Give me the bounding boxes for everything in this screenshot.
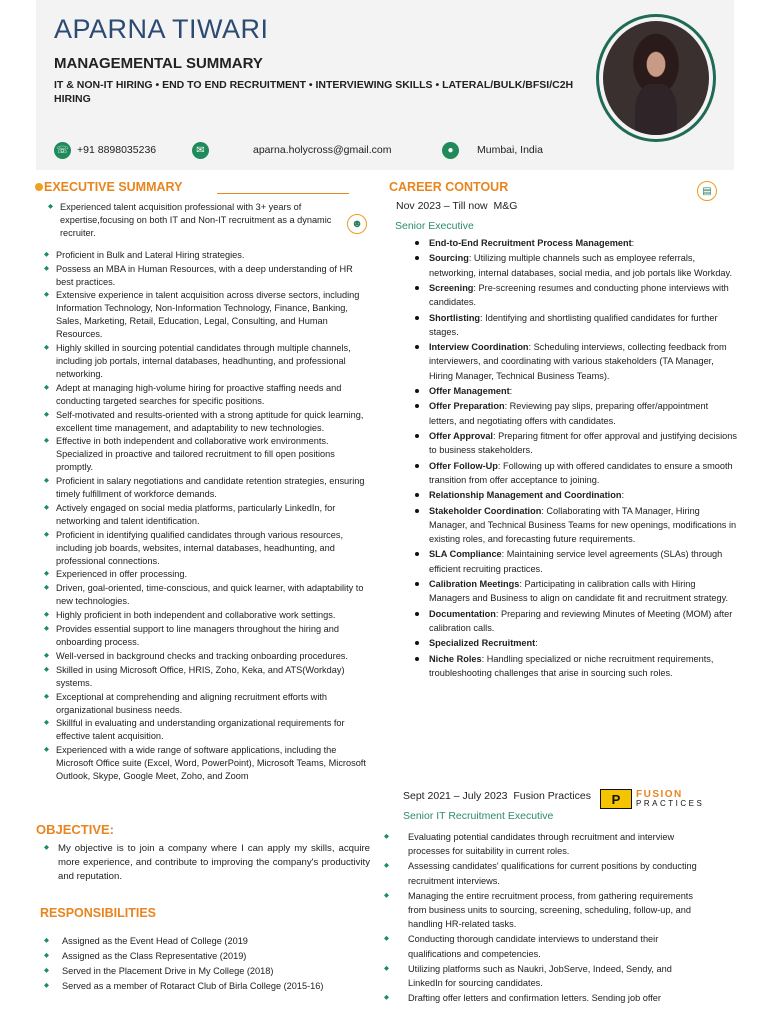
list-item: ◆ Self-motivated and results-oriented with a strong aptitude for quick learning, excellent time management, and adaptability to new technologies. <box>44 409 370 435</box>
list-item: ◆ Highly proficient in both independent and collaborative work settings. <box>44 609 370 622</box>
list-item: ◆ Assigned as the Event Head of College (2019 <box>44 934 364 948</box>
duty-detail: : Following up with offered candidates to ensure a smooth transition from offer acceptance to joining. <box>429 460 733 485</box>
list-item: ◆ Evaluating potential candidates through recruitment and interview processes for suitability in current roles. <box>384 830 700 858</box>
list-item <box>415 399 737 427</box>
duty-detail: : Preparing and reviewing Minutes of Meeting (MOM) after calibration calls. <box>429 608 733 633</box>
duty-heading: Offer Preparation <box>429 401 505 412</box>
list-item <box>415 311 737 339</box>
list-item: ◆ Adept at managing high-volume hiring for proactive staffing needs and conducting targeted searches for specific positions. <box>44 382 370 408</box>
email-icon: ✉ <box>192 142 209 159</box>
list-item: ◆ Effective in both independent and collaborative work environments. Specialized in proactive and tailored recruitment to fill open positions promptly. <box>44 435 370 474</box>
list-item: ◆ Experienced talent acquisition professional with 3+ years of expertise,focusing on both IT and Non-IT recruitment as a dynamic recruiter. <box>48 201 344 240</box>
list-item: ◆ Skilled in using Microsoft Office, HRIS, Zoho, Keka, and ATS(Workday) systems. <box>44 664 370 690</box>
list-item: ◆ Skillful in evaluating and understanding organizational requirements for effective talent acquisition. <box>44 717 370 743</box>
list-item <box>415 384 737 398</box>
list-item <box>415 251 737 279</box>
duty-detail: : Preparing fitment for offer approval and justifying decisions to business stakeholders. <box>429 430 737 456</box>
duty-detail: : Pre-screening resumes and conducting phone interviews with candidates. <box>429 282 729 308</box>
list-item <box>415 504 737 547</box>
duty-heading: SLA Compliance <box>429 549 502 560</box>
list-item: ◆ Conducting thorough candidate interviews to understand their qualifications and competencies. <box>384 932 700 960</box>
location-pin-icon: ● <box>442 142 459 159</box>
list-item <box>415 429 737 457</box>
contact-email[interactable] <box>192 138 391 162</box>
logo-word-practices: PRACTICES <box>636 799 705 808</box>
list-item: ◆ Managing the entire recruitment process, from gathering requirements from business units to sourcing, screening, scheduling, follow-up, and handling HR-related tasks. <box>384 889 700 932</box>
duty-heading: Niche Roles <box>429 653 482 664</box>
duty-heading: Stakeholder Coordination <box>429 505 542 516</box>
duty-detail: : Identifying and shortlisting qualified candidates for further stages. <box>429 312 718 337</box>
list-item: ◆ Assessing candidates' qualifications for current positions by conducting recruitment interviews. <box>384 859 700 887</box>
responsibilities-list <box>44 934 364 994</box>
duty-heading: Relationship Management and Coordination <box>429 490 622 501</box>
duty-heading: Specialized Recruitment <box>429 638 536 649</box>
list-item <box>415 577 737 605</box>
list-item <box>415 340 737 383</box>
previous-duties-list <box>384 830 700 1006</box>
list-item <box>415 607 737 635</box>
duty-heading: Shortlisting <box>429 312 481 323</box>
duty-detail: : <box>535 638 538 649</box>
contact-phone <box>54 138 156 162</box>
candidate-name: APARNA TIWARI <box>54 14 269 44</box>
duty-detail: : Reviewing pay slips, preparing offer/appointment letters, and negotiating offers with candidates. <box>429 401 709 426</box>
list-item: ◆ Served as a member of Rotaract Club of Birla College (2015-16) <box>44 979 364 993</box>
list-item: ◆ Proficient in Bulk and Lateral Hiring strategies. <box>44 249 370 262</box>
list-item <box>415 459 737 487</box>
executive-summary-list <box>44 201 370 784</box>
duty-detail: : <box>509 385 513 396</box>
list-item: ◆ Well-versed in background checks and tracking onboarding procedures. <box>44 650 370 663</box>
current-duties-list <box>415 236 737 681</box>
list-item: ◆ Utilizing platforms such as Naukri, JobServe, Indeed, Sendy, and LinkedIn for sourcing candidates. <box>384 962 700 990</box>
profile-photo-image <box>603 21 709 135</box>
list-item <box>415 652 737 680</box>
duty-heading: Interview Coordination <box>429 342 529 353</box>
list-item: ◆ Driven, goal-oriented, time-conscious, and quick learner, with adaptability to new technologies. <box>44 582 370 608</box>
duty-detail: : Scheduling interviews, collecting feedback from interviewers, and coordinating with various stakeholders (TA Manager, Hiring Manager, Technical Business Teams). <box>429 342 727 381</box>
fusion-logo-mark: P <box>600 789 632 809</box>
duty-heading: Screening <box>429 282 474 293</box>
fusion-practices-logo <box>600 789 704 809</box>
calendar-icon: ▤ <box>697 181 717 201</box>
duty-heading: Offer Follow-Up <box>429 460 498 471</box>
objective-bullet: ◆ <box>44 844 49 851</box>
duty-detail: : Participating in calibration calls with Hiring Managers and Business to align on candidate fit and recruitment strategy. <box>429 578 729 604</box>
profile-photo <box>596 14 716 142</box>
list-item: ◆ Exceptional at comprehending and aligning recruitment efforts with organizational business needs. <box>44 691 370 717</box>
list-item: ◆ Provides essential support to line managers throughout the hiring and onboarding process. <box>44 623 370 649</box>
duty-detail: : Utilizing multiple channels such as employee referrals, networking, internal databases, social media, and job portals like Workday. <box>429 253 733 278</box>
list-item: ◆ Experienced in offer processing. <box>44 568 370 581</box>
duty-detail: : <box>631 238 635 248</box>
list-item: ◆ Extensive experience in talent acquisition across diverse sectors, including Information Technology, Non-Information Technology, Finance, Banking, Sales, Marketing, Retail, Education, Legal, Consulting, and Human Resources. <box>44 289 370 341</box>
section-dot <box>35 183 43 191</box>
list-item <box>415 236 737 250</box>
duty-heading: Offer Approval <box>429 430 493 441</box>
duty-detail: : Handling specialized or niche recruitment requirements, troubleshooting challenges that arise in sourcing such roles. <box>429 653 714 678</box>
list-item: ◆ Experienced with a wide range of software applications, including the Microsoft Office suite (Excel, Word, PowerPoint), Microsoft Teams, Microsoft Outlook, Skype, Google Meet, Zoho, and Zoom <box>44 744 370 783</box>
current-company: M&G <box>493 200 518 212</box>
duty-detail: : Collaborating with TA Manager, Hiring Manager, and Technical Business Teams for new openings, modifications in existing roles, and forecasting future requirements. <box>429 505 737 544</box>
list-item <box>415 636 737 650</box>
list-item: ◆ Served in the Placement Drive in My College (2018) <box>44 964 364 978</box>
tagline: IT & NON-IT HIRING • END TO END RECRUITMENT • INTERVIEWING SKILLS • LATERAL/BULK/BFSI/C2H HIRING <box>54 79 574 105</box>
duty-heading: Documentation <box>429 608 496 619</box>
logo-word-fusion: FUSION <box>636 789 683 800</box>
objective-text: My objective is to join a company where I can apply my skills, acquire more experience, and contribute to improving the company's productivity and reputation. <box>58 843 370 882</box>
current-job-dates: Nov 2023 – Till now M&G <box>396 200 518 212</box>
list-item <box>415 488 737 502</box>
list-item: ◆ Proficient in identifying qualified candidates through various resources, including job boards, websites, internal databases, headhunting, and professional connections. <box>44 529 370 568</box>
duty-detail: : Maintaining service level agreements (SLAs) through efficient recruiting practices. <box>429 549 723 574</box>
section-divider <box>217 193 349 194</box>
email-text[interactable]: aparna.holycross@gmail.com <box>253 144 392 156</box>
list-item: ◆ Highly skilled in sourcing potential candidates through multiple channels, including job portals, internal databases, headhunting, and professional networking. <box>44 342 370 381</box>
list-item: ◆ Actively engaged on social media platforms, particularly LinkedIn, for networking and talent identification. <box>44 502 370 528</box>
career-contour-title: CAREER CONTOUR <box>389 180 509 194</box>
list-item <box>415 547 737 575</box>
duty-heading: Calibration Meetings <box>429 578 520 589</box>
phone-text: +91 8898035236 <box>77 144 157 156</box>
phone-icon: ☏ <box>54 142 71 159</box>
duty-heading: End-to-End Recruitment Process Management <box>429 238 632 248</box>
contact-location <box>442 138 543 162</box>
previous-job-dates: Sept 2021 – July 2023 Fusion Practices <box>403 790 591 802</box>
current-job-role: Senior Executive <box>395 220 474 232</box>
summary-title: MANAGEMENTAL SUMMARY <box>54 55 263 72</box>
list-item: ◆ Proficient in salary negotiations and candidate retention strategies, ensuring timely fulfillment of workforce demands. <box>44 475 370 501</box>
duty-heading: Sourcing <box>429 253 469 264</box>
duty-detail: : <box>621 490 624 501</box>
objective-title: OBJECTIVE: <box>36 822 115 837</box>
previous-job-role: Senior IT Recruitment Executive <box>403 810 554 822</box>
duty-heading: Offer Management <box>429 385 510 396</box>
executive-summary-title: EXECUTIVE SUMMARY <box>44 180 183 194</box>
list-item <box>415 281 737 309</box>
list-item: ◆ Assigned as the Class Representative (2019) <box>44 949 364 963</box>
list-item: ◆ Drafting offer letters and confirmation letters. Sending job offer <box>384 991 700 1005</box>
location-text: Mumbai, India <box>477 144 543 156</box>
responsibilities-title: RESPONSIBILITIES <box>40 906 156 920</box>
person-icon: ☻ <box>347 214 367 234</box>
previous-company: Fusion Practices <box>513 790 591 802</box>
list-item: ◆ Possess an MBA in Human Resources, with a deep understanding of HR best practices. <box>44 263 370 289</box>
